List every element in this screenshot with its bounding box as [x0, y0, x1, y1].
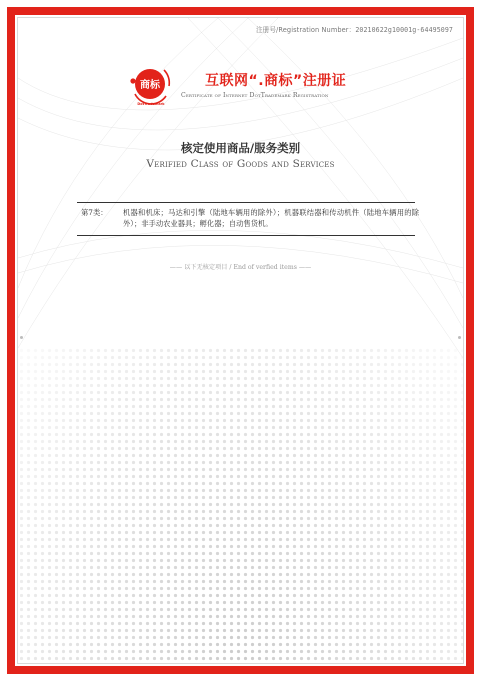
corner-dot [458, 336, 461, 339]
table-top-rule [77, 202, 415, 203]
class-label: 第7类： [81, 208, 108, 217]
end-of-items-marker: —— 以下无核定项目 / End of verfied items —— [169, 264, 312, 271]
registration-label: 注册号/Registration Number： [255, 26, 356, 34]
certificate-subtitle: Certificate of Internet DotTrademark Registration [181, 92, 329, 99]
dottrademark-logo-icon [126, 64, 174, 108]
section-title: 核定使用商品/服务类别 [180, 141, 301, 155]
table-bottom-rule [77, 235, 415, 236]
corner-dot [20, 336, 23, 339]
logo-ring-text: DotTrademark [137, 102, 165, 106]
section-subtitle: Verified Class of Goods and Services [146, 158, 335, 170]
certificate-title: 互联网“.商标”注册证 [205, 73, 347, 89]
class-items: 机器和机床；马达和引擎（陆地车辆用的除外）；机器联结器和传动机件（陆地车辆用的除外）；非手动农业器具；孵化器；自动售货机。 [123, 208, 419, 228]
registration-value: 20210622g10001g-64495097 [355, 26, 453, 34]
registration-number [256, 24, 453, 34]
security-pattern-background [18, 18, 463, 663]
logo-seal-text: 商标 [140, 80, 160, 91]
